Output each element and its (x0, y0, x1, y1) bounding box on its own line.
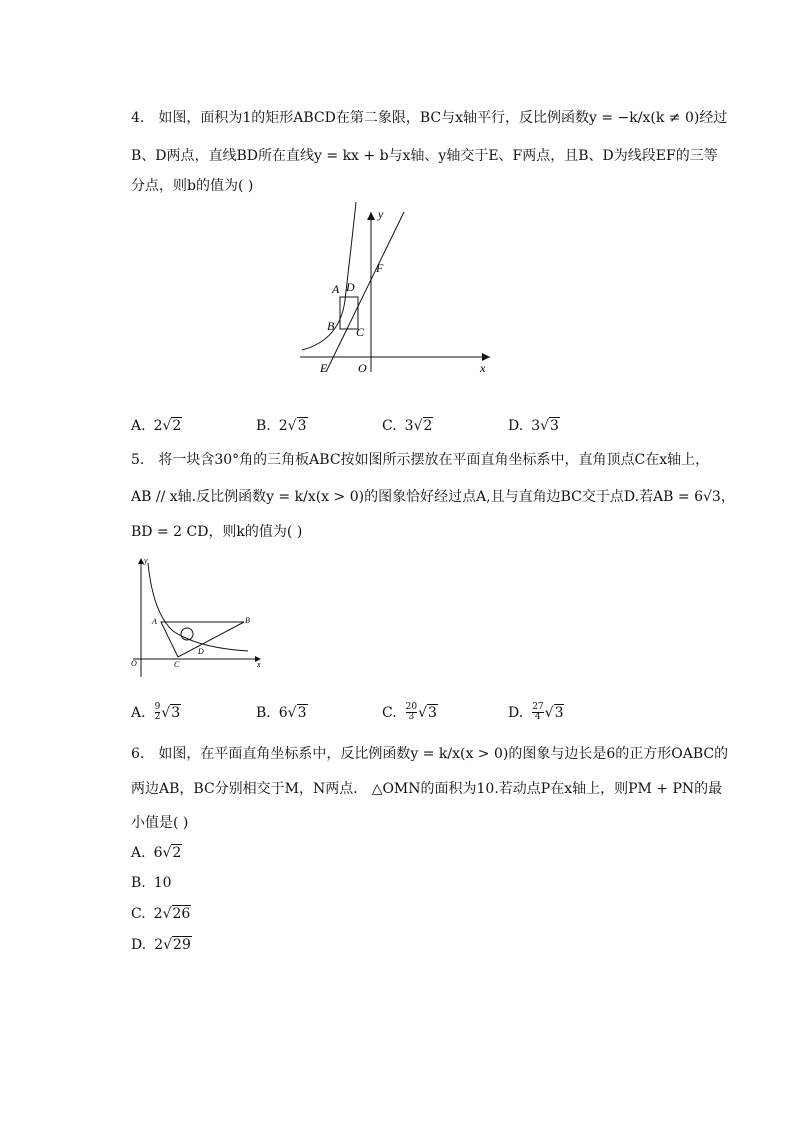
q4-label-f: F (376, 261, 384, 275)
q5-option-b[interactable]: B. 6√3 (256, 705, 307, 721)
q4-option-d[interactable]: D. 3√3 (508, 418, 559, 434)
q4-number: 4. (131, 110, 145, 126)
q4-figure (290, 200, 500, 380)
q5-label-b: B (245, 616, 250, 625)
q5-label-c: C (174, 660, 180, 669)
q6-option-b[interactable]: B. 10 (131, 875, 172, 891)
q4-label-c: C (356, 325, 365, 339)
q6-line-3: 小值是( ) (131, 815, 189, 831)
q5-label-d: D (198, 647, 204, 656)
q5-label-y: y (144, 556, 148, 565)
q5-line-1 (131, 450, 709, 470)
q5-line-2: AB // x轴.反比例函数y = k/x(x > 0)的图象恰好经过点A,且与直角边BC交于点D.若AB = 6√3， (131, 489, 735, 505)
q4-label-x: x (480, 361, 486, 375)
q4-y-arrow (367, 212, 375, 220)
q5-hyperbola (148, 563, 248, 651)
q5-label-a: A (152, 617, 157, 626)
q4-label-b: B (327, 319, 335, 333)
q5-number: 5. (131, 452, 145, 468)
q6-stem-1: 如图，在平面直角坐标系中，反比例函数y = k/x(x > 0)的图象与边长是6的正方形OABC的 (158, 746, 729, 762)
q4-line-2: B、D两点，直线BD所在直线y = kx + b与x轴、y轴交于E、F两点，且B、D为线段EF的三等 (131, 148, 718, 164)
q4-label-a: A (332, 282, 340, 296)
q4-label-d: D (346, 280, 355, 294)
q5-figure (128, 553, 273, 683)
q5-line-3: BD = 2 CD，则k的值为( ) (131, 524, 303, 540)
q4-option-c[interactable]: C. 3√2 (382, 418, 433, 434)
q4-x-arrow (482, 353, 490, 361)
q6-line-1 (131, 744, 728, 764)
q6-option-d[interactable]: D. 2√29 (131, 937, 191, 953)
q5-option-a[interactable]: A. $\frac{9}{2}$ √3 (131, 702, 181, 722)
q5-label-o: O (131, 659, 137, 668)
q6-option-a[interactable]: A. 6√2 (131, 845, 182, 861)
q6-option-c[interactable]: C. 2√26 (131, 906, 191, 922)
q5-label-x: x (257, 660, 261, 669)
q5-option-d[interactable]: D. $\frac{27}{4}$ √3 (508, 702, 564, 722)
q5-option-c[interactable]: C. $\frac{20}{3}$ √3 (382, 702, 437, 722)
q4-label-o: O (358, 361, 367, 375)
q4-label-e: E (320, 361, 328, 375)
q4-line-1 (131, 108, 727, 128)
q4-option-b[interactable]: B. 2√3 (256, 418, 307, 434)
q6-number: 6. (131, 746, 145, 762)
q4-label-y: y (378, 207, 384, 221)
q4-option-a[interactable]: A. 2√2 (131, 418, 182, 434)
q4-stem-1: 如图，面积为1的矩形ABCD在第二象限，BC与x轴平行，反比例函数y = −k/x(k ≠ 0)经过 (158, 110, 728, 126)
q5-stem-1: 将一块含30°角的三角板ABC按如图所示摆放在平面直角坐标系中，直角顶点C在x轴上， (158, 452, 710, 468)
q6-line-2: 两边AB，BC分别相交于M，N两点． △OMN的面积为10.若动点P在x轴上，则PM + PN的最 (131, 781, 723, 797)
q4-line-3: 分点，则b的值为( ) (131, 178, 254, 194)
